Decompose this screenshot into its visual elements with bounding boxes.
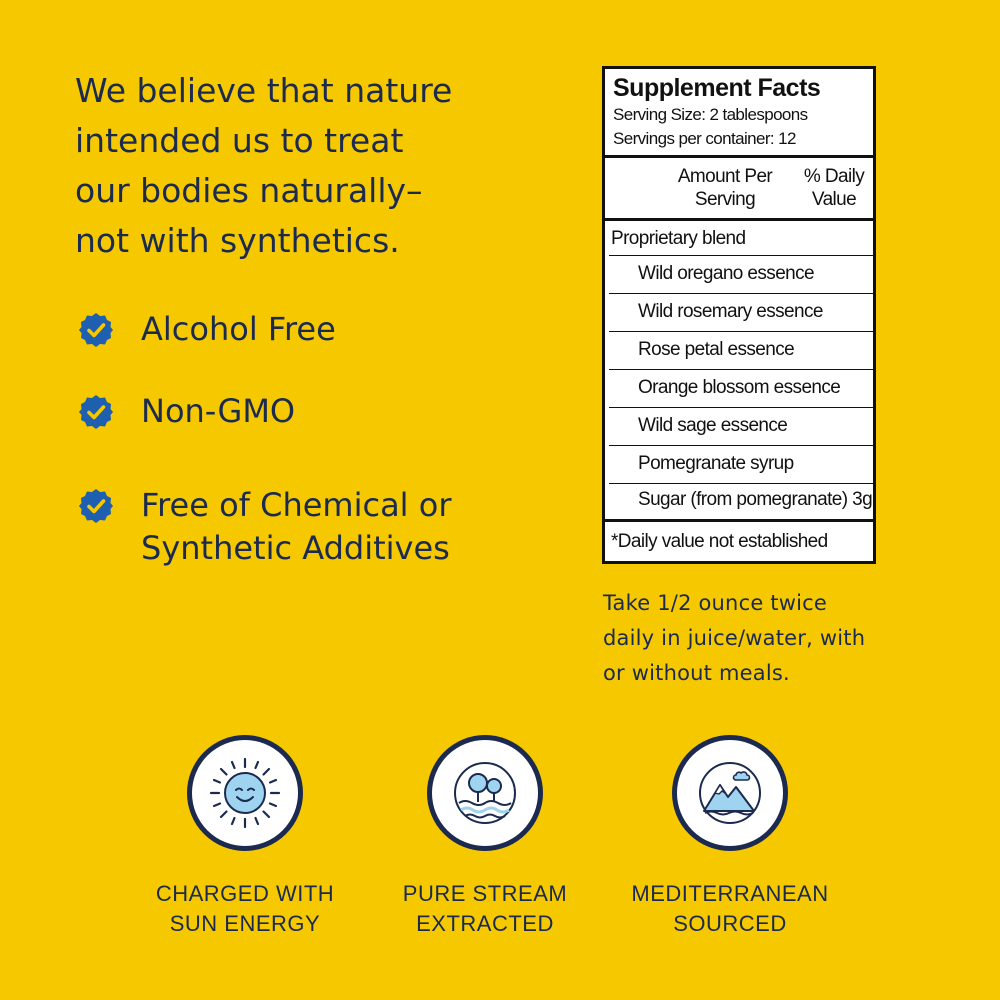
- sun-icon: [205, 753, 285, 833]
- daily-value-header: [795, 158, 873, 218]
- feature-alcohol-free: [78, 308, 336, 351]
- feature-label-line: Non-GMO: [141, 392, 296, 430]
- header-line: Value: [811, 189, 857, 210]
- directions-line: daily in juice/water, with: [603, 626, 866, 650]
- facts-footnote: *Daily value not established: [605, 519, 873, 561]
- headline-line: not with synthetics.: [75, 221, 400, 260]
- trees-stream-icon: [445, 753, 525, 833]
- badge-caption-line: SOURCED: [673, 911, 787, 936]
- badge-caption: [365, 879, 605, 939]
- ingredient-row: Wild oregano essence: [609, 255, 873, 293]
- badge-circle: [672, 735, 788, 851]
- feature-label-line: Alcohol Free: [141, 310, 336, 348]
- ingredient-row: Sugar (from pomegranate) 3g: [609, 483, 873, 519]
- headline: [75, 66, 535, 266]
- badge-caption-line: MEDITERRANEAN: [631, 881, 829, 906]
- badge-sun-energy: [125, 735, 365, 939]
- directions-line: or without meals.: [603, 661, 790, 685]
- feature-label: [141, 390, 295, 433]
- badge-caption: [125, 879, 365, 939]
- badge-caption: [610, 879, 850, 939]
- badge-circle: [427, 735, 543, 851]
- supplement-facts-panel: [602, 66, 876, 564]
- check-badge-icon: [78, 394, 114, 430]
- proprietary-blend-row: Proprietary blend: [605, 218, 873, 255]
- badge-row: [0, 735, 1000, 955]
- badge-caption-line: PURE STREAM: [402, 881, 568, 906]
- mountains-icon: [690, 753, 770, 833]
- badge-caption-line: EXTRACTED: [416, 911, 554, 936]
- ingredient-row: Rose petal essence: [609, 331, 873, 369]
- amount-per-serving-header: [605, 158, 795, 218]
- check-badge-icon: [78, 312, 114, 348]
- servings-per-container: Servings per container: 12: [613, 129, 796, 148]
- badge-pure-stream: [365, 735, 605, 939]
- facts-title: Supplement Facts: [613, 74, 821, 102]
- badge-caption-line: CHARGED WITH: [155, 881, 335, 906]
- badge-mediterranean: [610, 735, 850, 939]
- feature-label: [141, 308, 336, 351]
- ingredient-row: Wild rosemary essence: [609, 293, 873, 331]
- serving-size: Serving Size: 2 tablespoons: [613, 105, 808, 124]
- badge-caption-line: SUN ENERGY: [169, 911, 321, 936]
- header-line: % Daily: [803, 166, 865, 187]
- ingredient-row: Pomegranate syrup: [609, 445, 873, 483]
- feature-no-additives: [78, 484, 451, 570]
- ingredient-row: Orange blossom essence: [609, 369, 873, 407]
- directions-line: Take 1/2 ounce twice: [603, 591, 828, 615]
- check-badge-icon: [78, 488, 114, 524]
- headline-line: intended us to treat: [75, 121, 404, 160]
- header-line: Serving: [694, 189, 756, 210]
- header-line: Amount Per: [677, 166, 773, 187]
- feature-label-line: Synthetic Additives: [141, 529, 450, 567]
- directions-text: [603, 586, 893, 691]
- feature-label-line: Free of Chemical or: [141, 486, 452, 524]
- facts-column-headers: [605, 158, 873, 218]
- headline-line: our bodies naturally–: [75, 171, 423, 210]
- badge-circle: [187, 735, 303, 851]
- feature-non-gmo: [78, 390, 295, 433]
- headline-line: We believe that nature: [75, 71, 453, 110]
- ingredient-row: Wild sage essence: [609, 407, 873, 445]
- feature-label: [141, 484, 451, 570]
